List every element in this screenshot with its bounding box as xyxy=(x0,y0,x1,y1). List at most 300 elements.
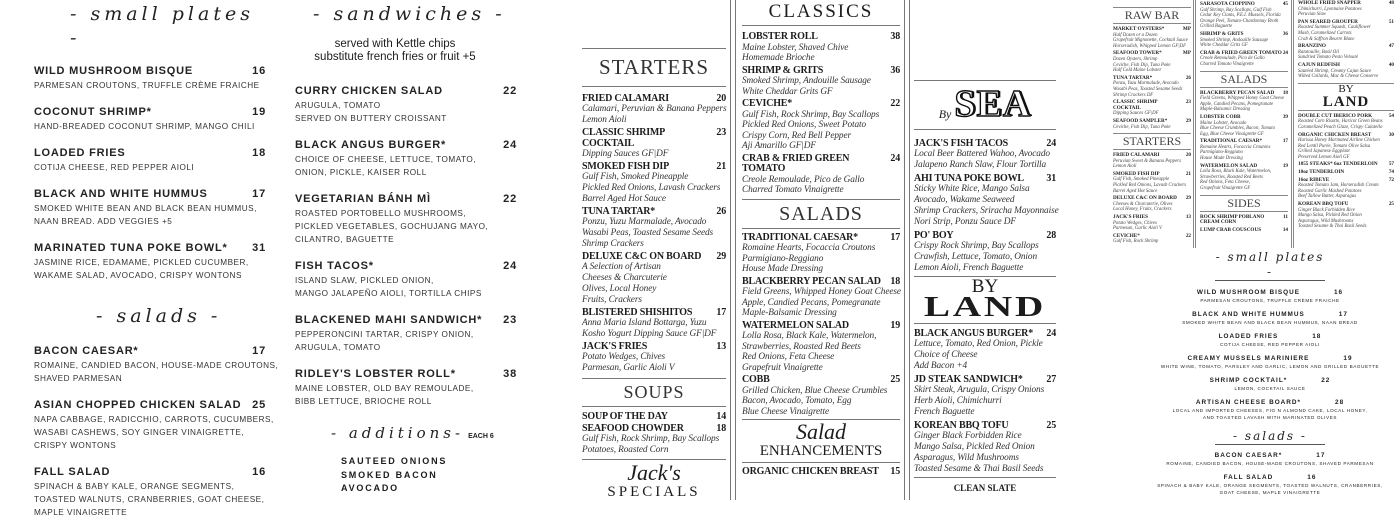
additions-heading: - additions- xyxy=(331,424,465,442)
item-description: Wilted Collards, Mac & Cheese Conserve xyxy=(1298,74,1379,80)
item-price: 20 xyxy=(1185,152,1191,159)
classics-list xyxy=(742,32,900,196)
item-header xyxy=(1200,228,1288,234)
mini-menu-panel xyxy=(1110,0,1400,500)
item-name: BLACKBERRY PECAN SALAD xyxy=(1200,89,1275,96)
item-description: COTIJA CHEESE, RED PEPPER AIOLI xyxy=(34,163,195,172)
item-description: Smoked Shrimp, Andouille Sausage xyxy=(1200,37,1269,43)
menu-item xyxy=(582,251,726,306)
item-header xyxy=(34,64,266,79)
menu-item xyxy=(34,64,266,92)
item-description: Anna Maria Island Bottarga, Yuzu xyxy=(582,318,707,328)
item-price: 24 xyxy=(503,260,517,272)
item-description: NAAN BREAD. ADD VEGGIES +5 xyxy=(34,217,173,226)
item-description: MANGO JALAPEÑO AIOLI, TORTILLA CHIPS xyxy=(295,289,482,298)
starters-list xyxy=(1113,153,1191,245)
item-price: 72 xyxy=(1388,176,1394,183)
small-plates-list xyxy=(34,64,266,282)
item-header xyxy=(1140,354,1400,363)
item-description: Gulf Fish, Rock Shrimp, Bay Scallops xyxy=(582,434,720,444)
item-header xyxy=(742,277,900,288)
item-price: 20 xyxy=(716,93,726,104)
menu-item xyxy=(1140,376,1400,392)
item-description: Ponzu, Yuzu Marmalade, Avocado xyxy=(582,217,707,227)
menu-item xyxy=(1113,215,1191,232)
item-description: Charred Tomato Vinaigrette xyxy=(742,185,844,195)
item-price: 21 xyxy=(1185,170,1191,177)
item-name: FISH TACOS* xyxy=(295,260,374,272)
menu-item xyxy=(582,307,726,340)
item-price: 24 xyxy=(1282,49,1288,56)
item-name: TUNA TARTAR* xyxy=(1113,74,1153,81)
item-description: Dozen Oysters, Shrimp xyxy=(1113,56,1158,62)
item-description: Ratatouille, Basil Oil xyxy=(1298,49,1339,55)
item-description: Grilled Baguette xyxy=(1200,24,1233,30)
item-description: Peruvian Sweet & Banana Peppers xyxy=(1113,158,1181,164)
sandwiches-note xyxy=(295,38,495,64)
item-description: Roasted Corn Risotto, Haricot Green Beans xyxy=(1298,119,1383,125)
item-header xyxy=(914,328,1056,339)
sides-list xyxy=(1200,215,1288,234)
menu-item xyxy=(1298,44,1394,61)
item-price: 18 xyxy=(890,275,900,287)
menu-item xyxy=(914,230,1056,274)
item-description: Ceviche, Fish Dip, Tuna Poke xyxy=(1113,62,1171,68)
item-name: LOADED FRIES xyxy=(34,147,126,159)
item-description: Chimichurri, Lyonnaise Potatoes xyxy=(1298,6,1362,12)
item-header xyxy=(295,259,517,274)
item-description: Cedar Key Clams, P.E.I. Mussels, Florida xyxy=(1200,13,1281,19)
item-header xyxy=(742,66,900,77)
land-list xyxy=(1298,114,1394,230)
item-description: Add Bacon +4 xyxy=(914,361,968,371)
menu-item xyxy=(1298,63,1394,80)
item-description: Maine Lobster, Avocado xyxy=(1200,120,1247,126)
item-name: ORGANIC CHICKEN BREAST xyxy=(742,466,879,477)
item-description: WAKAME SALAD, AVOCADO, CRISPY WONTONS xyxy=(34,271,242,280)
item-description: Gulf Fish, Smoked Pineapple xyxy=(1113,177,1170,183)
starters-heading: STARTERS xyxy=(1113,133,1191,150)
menu-item xyxy=(1113,76,1191,98)
item-description: JASMINE RICE, EDAMAME, PICKLED CUCUMBER, xyxy=(34,258,249,267)
item-price: 22 xyxy=(503,85,517,97)
item-name: PO' BOY xyxy=(914,230,954,241)
item-description: White Cheddar Grits GF xyxy=(742,86,833,97)
item-description: Preserved Lemon Aioli GF xyxy=(1298,154,1350,160)
item-description: Crawfish, Lettuce, Tomato, Onion xyxy=(914,252,1038,262)
item-description: LEMON, COCKTAIL SAUCE xyxy=(1234,386,1306,391)
item-header xyxy=(1140,310,1400,319)
item-description: Barrel Aged Hot Sauce xyxy=(582,194,666,204)
addition-item: SMOKED BACON xyxy=(341,469,438,480)
item-description: MAINE LOBSTER, OLD BAY REMOULADE, xyxy=(295,384,474,393)
item-price: 16 xyxy=(252,466,266,478)
item-description: Potato Wedges, Chives xyxy=(582,352,666,362)
item-name: BLISTERED SHISHITOS xyxy=(582,307,693,318)
item-description: Kosho Yogurt Dipping Sauce GF|DF xyxy=(582,329,717,339)
soups-heading: SOUPS xyxy=(582,378,726,407)
item-price: 25 xyxy=(1388,201,1394,208)
item-name: CAJUN REDFISH xyxy=(1298,61,1340,68)
item-header xyxy=(34,187,266,202)
item-description: Fruits, Crackers xyxy=(582,295,642,305)
item-description: Orange Peel, Tomato-Chardonnay Broth xyxy=(1200,18,1279,24)
item-description: Cheeses & Charcuterie, Olives xyxy=(1113,201,1173,207)
item-name: WHOLE FRIED SNAPPER xyxy=(1298,0,1361,6)
item-description: Red Lentil Purée, Tomato Olive Salsa xyxy=(1298,143,1371,149)
item-description: Grapefruit Mignonette, Cocktail Sauce xyxy=(1113,38,1188,44)
item-price: 11 xyxy=(1283,213,1288,220)
item-description: Lemon Aioli, French Baguette xyxy=(914,263,1024,273)
item-name: SARASOTA CIOPPINO xyxy=(1200,1,1255,7)
item-header xyxy=(742,233,900,244)
item-description: Half Cold Maine Lobster xyxy=(1113,68,1162,74)
item-description: ONION, PICKLE, KAISER ROLL xyxy=(295,168,427,177)
item-description: ARUGULA, TOMATO xyxy=(295,343,381,352)
item-description: Lemon Aioli xyxy=(1113,164,1137,170)
item-name: BLACK AND WHITE HUMMUS xyxy=(34,188,208,200)
item-price: 17 xyxy=(252,345,266,357)
item-price: 47 xyxy=(1388,43,1394,50)
menu-item xyxy=(34,465,266,519)
item-header xyxy=(742,467,900,478)
menu-item xyxy=(1200,2,1288,30)
item-description: Dipping Sauces GF|DF xyxy=(582,149,669,159)
item-name: CRAB & FRIED GREEN TOMATO xyxy=(1200,49,1282,56)
salads-heading: - salads - xyxy=(1215,429,1325,445)
menu-item xyxy=(914,374,1056,418)
item-header xyxy=(34,146,266,161)
item-description: GOAT CHEESE, MAPLE VINAIGRETTE xyxy=(1219,490,1321,495)
additions-price: EACH 6 xyxy=(468,433,494,440)
menu-item xyxy=(1200,228,1288,234)
item-description: Asparagus, Wild Mushrooms xyxy=(914,453,1019,463)
by-label: BY xyxy=(1338,82,1354,95)
item-description: Dipping Sauces GF|DF xyxy=(1113,111,1159,117)
item-description: TOASTED WALNUTS, CRANBERRIES, GOAT CHEESE, xyxy=(34,495,265,504)
item-description: ROMAINE, CANDIED BACON, HOUSE-MADE CROUTONS, SHAVED PARMESAN xyxy=(1166,461,1374,466)
sea-land-panel xyxy=(911,0,1059,500)
item-name: JACK'S FRIES xyxy=(1113,214,1149,221)
salads-heading: SALADS xyxy=(742,199,900,229)
item-header xyxy=(1140,398,1400,407)
item-name: SEAFOOD SAMPLER* xyxy=(1113,117,1168,124)
menu-item xyxy=(1200,91,1288,113)
item-description: Grapefruit Vinaigrette GF xyxy=(1200,186,1251,192)
item-price: 31 xyxy=(1046,173,1056,184)
menu-item xyxy=(34,398,274,452)
item-name: BACON CAESAR* xyxy=(1214,452,1283,459)
item-name: SMOKED FISH DIP xyxy=(1113,170,1160,177)
item-description: Local Beer Battered Wahoo, Avocado xyxy=(914,149,1050,159)
sea-list xyxy=(1298,1,1394,80)
menu-item xyxy=(742,467,900,478)
item-description: Roasted Tomato Jam, Horseradish Cream xyxy=(1298,183,1379,189)
item-description: Wasabi Peas, Toasted Sesame Seeds xyxy=(1113,86,1183,92)
item-description: Asparagus, Wild Mushrooms xyxy=(1298,218,1354,224)
menu-item xyxy=(914,420,1056,475)
addition-item: AVOCADO xyxy=(341,483,399,493)
item-name: ARTISAN CHEESE BOARD* xyxy=(1195,399,1302,406)
item-description: Gulf Shrimp, Bay Scallops, Gulf Fish xyxy=(1200,7,1272,13)
item-name: TUNA TARTAR* xyxy=(582,206,656,217)
item-name: BLACK ANGUS BURGER* xyxy=(295,139,447,151)
item-description: SMOKED WHITE BEAN AND BLACK BEAN HUMMUS, xyxy=(34,204,257,213)
item-description: HAND-BREADED COCONUT SHRIMP, MANGO CHILI xyxy=(34,122,255,131)
classics-heading: CLASSICS xyxy=(742,1,900,26)
item-description: Gulf Fish, Rock Shrimp, Bay Scallops xyxy=(742,109,880,120)
item-description: Ponzu, Yuzu Marmalade, Avocado xyxy=(1113,81,1179,87)
item-description: CRISPY WONTONS xyxy=(34,441,117,450)
item-name: BLACKENED MAHI SANDWICH* xyxy=(295,314,483,326)
menu-item xyxy=(582,93,726,126)
sea-list xyxy=(914,138,1059,274)
item-description: Crab & Saffron Beurre Blanc xyxy=(1298,36,1355,42)
item-description: Sautéed Shrimp, Creamy Cajun Sauce xyxy=(1298,68,1372,74)
item-description: Field Greens, Whipped Honey Goat Cheese xyxy=(742,287,901,297)
item-header xyxy=(34,398,266,413)
item-description: Nori Strip, Ponzu Sauce DF xyxy=(914,217,1016,227)
item-name: ORGANIC CHICKEN BREAST xyxy=(1298,131,1372,138)
item-header xyxy=(34,465,266,480)
item-description: Lemon Aioli xyxy=(582,115,627,125)
item-price: 25 xyxy=(252,399,266,411)
item-description: Local Honey, Fruits, Crackers xyxy=(1113,207,1172,213)
menu-item xyxy=(1140,398,1400,421)
item-price: 13 xyxy=(1185,214,1191,221)
item-description: Parmesan, Garlic Aioli V xyxy=(1113,226,1162,232)
classics-panel xyxy=(738,0,904,500)
item-description: Blue Cheese Crumbles, Bacon, Tomato xyxy=(1200,126,1275,132)
menu-item xyxy=(1140,310,1400,326)
item-description: Herb Aioli, Chimichurri xyxy=(914,396,1002,406)
menu-item xyxy=(742,375,900,417)
menu-item xyxy=(1113,100,1191,117)
item-price: 54 xyxy=(1388,112,1394,119)
modern-menu-panel xyxy=(0,0,565,517)
item-name: PAN SEARED GROUPER xyxy=(1298,18,1358,25)
item-name: BACON CAESAR* xyxy=(34,345,139,357)
menu-item xyxy=(295,259,517,300)
menu-item xyxy=(582,161,726,205)
item-header xyxy=(1298,170,1394,176)
item-description: ISLAND SLAW, PICKLED ONION, xyxy=(295,276,434,285)
item-price: MP xyxy=(1182,50,1191,57)
item-description: BIBB LETTUCE, BRIOCHE ROLL xyxy=(295,397,432,406)
item-price: 13 xyxy=(716,341,726,352)
item-description: PICKLED VEGETABLES, GOCHUJANG MAYO, xyxy=(295,222,489,231)
item-name: JACK'S FISH TACOS xyxy=(914,138,1009,149)
item-name: WILD MUSHROOM BISQUE xyxy=(34,65,193,77)
item-description: Pickled Red Onions, Sweet Potato xyxy=(742,120,867,130)
item-price: 31 xyxy=(252,242,266,254)
menu-item xyxy=(1140,451,1400,467)
item-price: 14 xyxy=(1282,226,1288,233)
item-header xyxy=(295,313,517,328)
item-header xyxy=(582,127,726,149)
item-price: 74 xyxy=(1388,169,1394,176)
salads-heading: - salads - xyxy=(96,305,222,327)
item-description: Peruvian Slaw xyxy=(1298,12,1327,18)
item-description: SPINACH & BABY KALE, ORANGE SEGMENTS, TOASTED WALNUTS, CRANBERRIES, xyxy=(1157,483,1383,488)
item-description: SMOKED WHITE BEAN AND BLACK BEAN HUMMUS, NAAN BREAD xyxy=(1182,320,1358,325)
menu-item xyxy=(914,328,1056,372)
menu-item xyxy=(582,127,726,160)
item-price: 45 xyxy=(1282,1,1288,7)
item-price: 23 xyxy=(503,314,517,326)
item-description: Smoked Shrimp, Andouille Sausage xyxy=(742,76,871,86)
item-description: ROASTED PORTOBELLO MUSHROOMS, xyxy=(295,209,467,218)
item-header xyxy=(295,367,517,382)
item-name: AHI TUNA POKE BOWL xyxy=(914,173,1024,184)
item-description: Maine Lobster, Shaved Chive xyxy=(742,42,849,53)
item-description: House Made Dressing xyxy=(1200,156,1243,162)
specials-script: Jack's xyxy=(627,460,681,485)
menu-item xyxy=(742,277,900,319)
item-name: CEVICHE* xyxy=(742,98,793,109)
item-header xyxy=(1140,451,1400,460)
item-name: BLACKBERRY PECAN SALAD xyxy=(742,275,881,287)
item-header xyxy=(1200,215,1288,226)
item-description: Half Dozen or a Dozen xyxy=(1113,32,1158,38)
item-description: Parmigiano-Reggiano xyxy=(1200,150,1243,156)
menu-item xyxy=(34,344,279,385)
item-price: 22 xyxy=(890,98,900,109)
item-name: CREAMY MUSSELS MARINIERE xyxy=(1187,355,1310,362)
item-description: Maple-Balsamic Dressing xyxy=(1200,107,1251,113)
item-description: Grilled Chicken, Blue Cheese Crumbles xyxy=(742,385,888,396)
item-header xyxy=(582,93,726,104)
item-name: 1855 STEAKS* 6oz TENDERLOIN xyxy=(1298,161,1378,168)
menu-item xyxy=(1113,172,1191,194)
item-header xyxy=(1298,162,1394,168)
starters-heading: STARTERS xyxy=(582,48,726,87)
item-description: Red Onions, Feta Cheese xyxy=(742,352,835,362)
menu-item xyxy=(1140,288,1400,304)
item-description: Pickled Red Onions, Lavash Crackers xyxy=(582,183,721,193)
item-name: FALL SALAD xyxy=(1223,474,1274,481)
sandwiches-list xyxy=(295,84,517,408)
item-description: Roasted Garlic Mashed Potatoes xyxy=(1298,188,1362,194)
item-name: TRADITIONAL CAESAR* xyxy=(1200,138,1263,145)
item-price: 30 xyxy=(1388,131,1394,138)
item-name: JACK'S FRIES xyxy=(582,341,648,352)
item-price: 17 xyxy=(1316,452,1326,459)
menu-item xyxy=(1113,234,1191,245)
item-description: Bacon, Avocado, Tomato, Egg xyxy=(742,396,852,406)
item-description: Potato Wedges, Chives xyxy=(1113,220,1157,226)
item-name: COBB xyxy=(742,374,770,385)
item-description: Beef Tallow Butter, Asparagus xyxy=(1298,194,1357,200)
item-description: Sundried Tomato Pesto Velouté xyxy=(1298,55,1358,61)
item-name: COCONUT SHRIMP* xyxy=(34,106,152,118)
small-plates-heading: - small plates - xyxy=(1215,250,1325,279)
salads-list xyxy=(1140,451,1400,496)
soups-list xyxy=(582,411,726,456)
item-header xyxy=(914,420,1056,431)
item-name: FRIED CALAMARI xyxy=(1113,152,1160,159)
item-description: Crispy Corn, Red Bell Pepper xyxy=(742,130,852,141)
item-name: JD STEAK SANDWICH* xyxy=(914,374,1023,385)
item-description: Apple, Candied Pecans, Pomegranate xyxy=(742,297,881,308)
item-price: 19 xyxy=(1282,162,1288,169)
item-header xyxy=(914,173,1056,184)
item-name: WILD MUSHROOM BISQUE xyxy=(1196,289,1300,296)
item-price: 22 xyxy=(503,193,517,205)
menu-item xyxy=(1140,332,1400,348)
item-description: A Selection of Artisan xyxy=(582,262,661,272)
item-description: White Cheddar Grits GF xyxy=(1200,43,1248,49)
item-price: 36 xyxy=(1282,30,1288,37)
item-price: 16 xyxy=(1307,474,1317,481)
item-price: 28 xyxy=(1046,230,1056,241)
item-price: 15 xyxy=(890,466,900,477)
item-name: SOUP OF THE DAY xyxy=(582,411,668,422)
item-name: SMOKED FISH DIP xyxy=(582,161,670,172)
item-header xyxy=(582,206,726,217)
item-description: Wasabi Peas, Toasted Sesame Seeds xyxy=(582,228,714,238)
item-price: 27 xyxy=(1046,374,1056,385)
item-name: WATERMELON SALAD xyxy=(742,319,849,331)
item-description: Romaine Hearts, Focaccia Croutons xyxy=(742,243,876,253)
land-list xyxy=(914,328,1056,475)
item-description: PEPPERONCINI TARTAR, CRISPY ONION, xyxy=(295,330,474,339)
item-price: 17 xyxy=(1338,311,1348,318)
item-description: Strawberries, Roasted Red Beets xyxy=(1200,174,1263,180)
enhancements-heading: ENHANCEMENTS xyxy=(759,443,883,459)
menu-item xyxy=(295,367,517,408)
item-description: Gulf Fish, Smoked Pineapple xyxy=(582,172,689,182)
item-description: Roasted Summer Squash, Cauliflower xyxy=(1298,25,1371,31)
sandwiches-heading: - sandwiches - xyxy=(313,3,506,25)
item-name: VEGETARIAN BÁNH MÌ xyxy=(295,193,431,205)
item-price: 19 xyxy=(252,106,266,118)
starters-list xyxy=(582,93,726,374)
item-description: Potatoes, Roasted Corn xyxy=(582,445,669,455)
item-description: Ceviche, Fish Dip, Tuna Poke xyxy=(1113,124,1171,130)
item-price: 38 xyxy=(503,368,517,380)
item-description: Avocado, Wakame Seaweed xyxy=(914,195,1015,205)
menu-item xyxy=(1298,20,1394,42)
menu-item xyxy=(34,146,266,174)
item-description: Jalapeno Ranch Slaw, Flour Tortilla xyxy=(914,160,1047,170)
item-name: TRADITIONAL CAESAR* xyxy=(742,231,858,243)
item-description: Shrimp Crackers, Sriracha Mayonnaise xyxy=(914,206,1059,216)
item-description: Charred Tomato Vinaigrette xyxy=(1200,61,1254,67)
item-name: BLACK ANGUS BURGER* xyxy=(914,328,1033,339)
menu-item xyxy=(1298,114,1394,131)
menu-item xyxy=(295,192,517,246)
item-price: 36 xyxy=(890,64,900,76)
item-description: Homemade Brioche xyxy=(742,53,815,63)
item-price: 24 xyxy=(890,152,900,164)
salads-list xyxy=(742,233,900,418)
item-description: Aji Amarillo GF|DF xyxy=(742,141,816,151)
item-price: 40 xyxy=(1388,61,1394,68)
addition-item: SAUTEED ONIONS xyxy=(341,456,448,466)
item-name: LOADED FRIES xyxy=(1218,333,1279,340)
item-header xyxy=(582,251,726,262)
item-description: Mash, Caramelized Carrots xyxy=(1298,30,1352,36)
menu-item xyxy=(295,138,517,179)
item-description: Ginger Black Forbidden Rice xyxy=(914,431,1022,441)
item-price: 18 xyxy=(252,147,266,159)
item-description: LOCAL AND IMPORTED CHEESES, FIG N ALMOND CAKE, LOCAL HONEY, xyxy=(1172,408,1368,413)
item-description: Grapefruit Vinaigrette xyxy=(742,362,823,373)
item-description: PARMESAN CROUTONS, TRUFFLE CRÈME FRAICHE xyxy=(1200,298,1340,303)
menu-item xyxy=(582,341,726,374)
menu-item xyxy=(1113,196,1191,213)
